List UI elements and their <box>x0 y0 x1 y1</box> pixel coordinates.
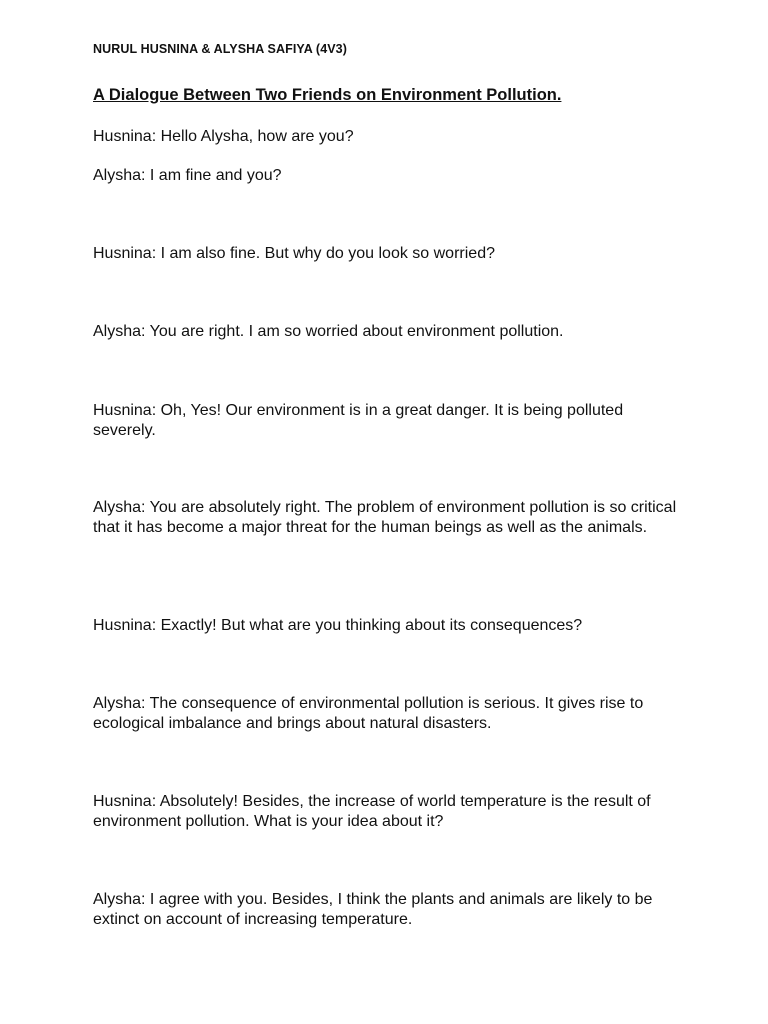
dialogue-line: Husnina: I am also fine. But why do you look so worried? <box>93 245 495 262</box>
dialogue-line: Husnina: Oh, Yes! Our environment is in a great danger. It is being polluted severely. <box>93 402 624 439</box>
document-title: A Dialogue Between Two Friends on Environment Pollution. <box>93 86 562 104</box>
dialogue-line: Husnina: Absolutely! Besides, the increase of world temperature is the result of environment pollution. What is your idea about it? <box>93 793 651 830</box>
authors-header: NURUL HUSNINA & ALYSHA SAFIYA (4V3) <box>93 42 348 56</box>
dialogue-line: Husnina: Hello Alysha, how are you? <box>93 128 354 145</box>
dialogue-line: Alysha: I agree with you. Besides, I think the plants and animals are likely to be extinct on account of increasing temperature. <box>93 891 653 928</box>
dialogue-line: Alysha: You are right. I am so worried about environment pollution. <box>93 323 564 340</box>
dialogue-line: Alysha: You are absolutely right. The problem of environment pollution is so critical that it has become a major threat for the human beings as well as the animals. <box>93 499 677 536</box>
dialogue-line: Alysha: The consequence of environmental pollution is serious. It gives rise to ecological imbalance and brings about natural disasters. <box>93 695 644 732</box>
dialogue-line: Alysha: I am fine and you? <box>93 167 282 184</box>
dialogue-line: Husnina: Exactly! But what are you thinking about its consequences? <box>93 617 583 634</box>
